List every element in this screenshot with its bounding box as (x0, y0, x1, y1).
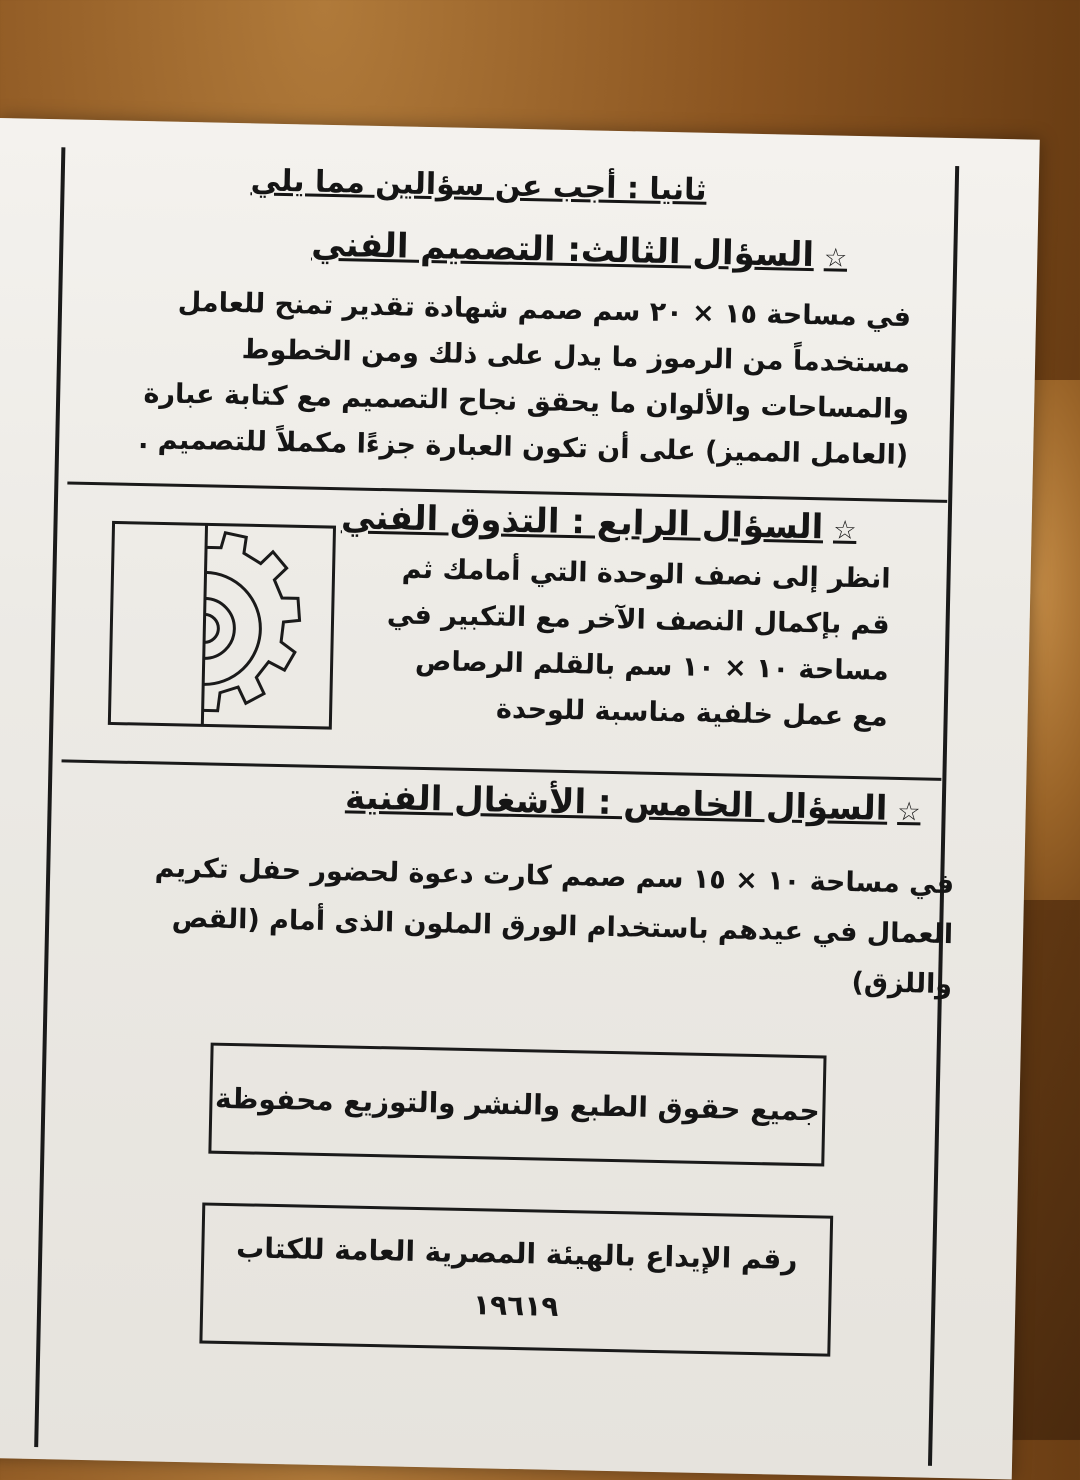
star-outline-icon: ☆ (897, 796, 921, 828)
q5-body: في مساحة ١٠ × ١٥ سم صمم كارت دعوة لحضور حفل تكريم العمال في عيدهم باستخدام الورق الملون الذى أمام (القص واللزق) (154, 852, 955, 1001)
q4-body: انظر إلى نصف الوحدة التي أمامك ثم قم بإكمال النصف الآخر مع التكبير في مساحة ١٠ × ١٠ سم بالقلم الرصاص مع عمل خلفية مناسبة للوحدة (386, 553, 891, 733)
q3-title: السؤال الثالث: التصميم الفني (310, 224, 815, 276)
deposit-label: رقم الإيداع بالهيئة المصرية العامة للكتاب (235, 1230, 798, 1276)
rights-box (208, 1043, 826, 1167)
star-outline-icon: ☆ (832, 515, 857, 547)
deposit-box (199, 1202, 833, 1356)
q3-body: في مساحة ١٥ × ٢٠ سم صمم شهادة تقدير تمنح للعامل مستخدماً من الرموز ما يدل على ذلك ومن الخطوط والمساحات والألوان ما يحقق نجاح التصميم مع كتابة عبارة (العامل المميز) على أن تكون العبارة جزءًا مكملاً للتصميم . (137, 286, 912, 472)
half-gear-icon (107, 520, 336, 730)
rights-text: جميع حقوق الطبع والنشر والتوزيع محفوظة (214, 1081, 821, 1128)
section-header: ثانيا : أجب عن سؤالين مما يلي (250, 163, 708, 208)
q4-title: السؤال الرابع : التذوق الفني (340, 497, 824, 548)
exam-paper (0, 118, 1040, 1479)
star-outline-icon: ☆ (823, 243, 848, 274)
q5-title: السؤال الخامس : الأشغال الفنية (344, 777, 888, 829)
deposit-number: ١٩٦١٩ (472, 1287, 559, 1323)
